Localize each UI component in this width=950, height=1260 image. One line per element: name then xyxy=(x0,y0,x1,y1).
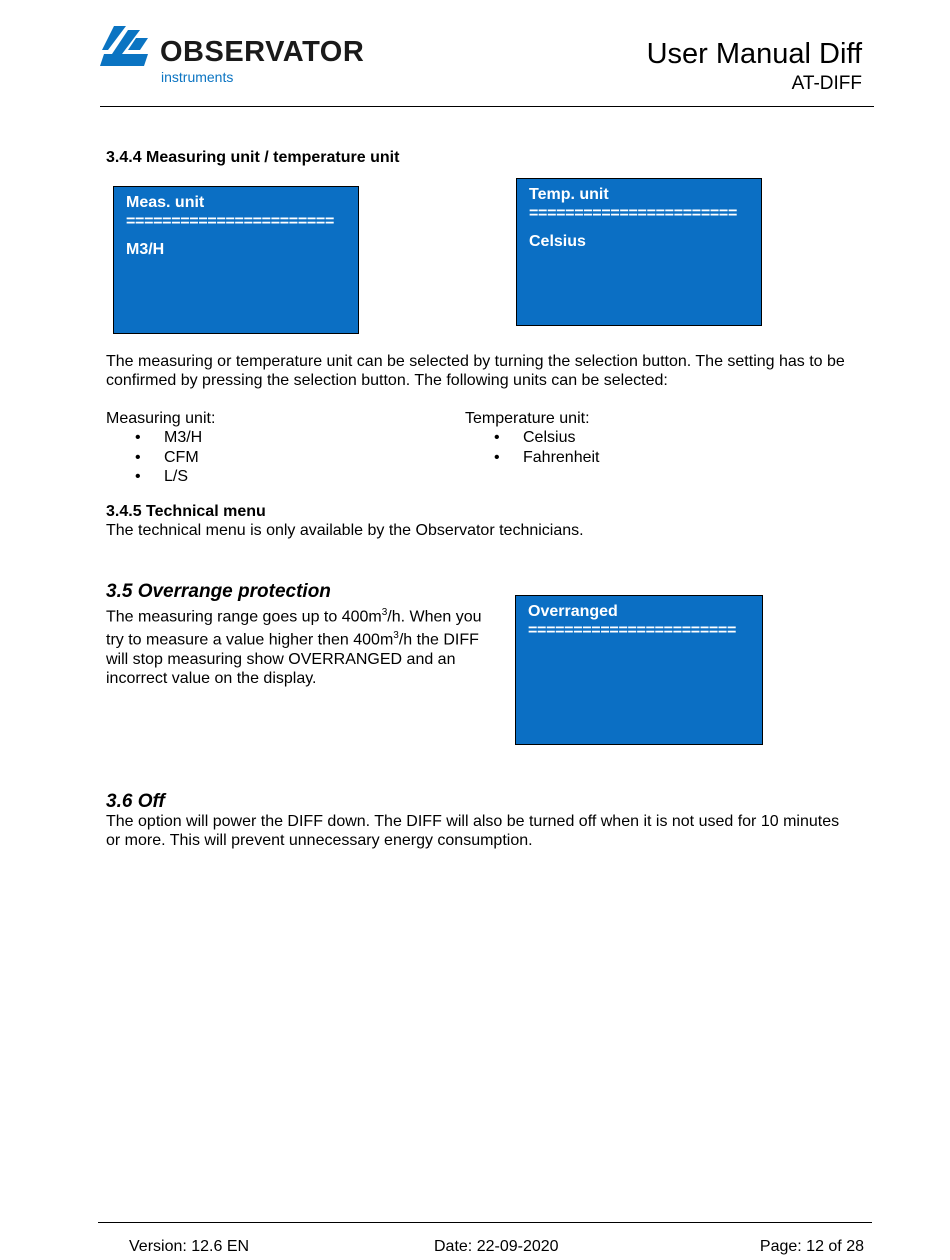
paragraph-line: confirmed by pressing the selection button. The following units can be selected: xyxy=(106,372,668,389)
text-fragment: /h the DIFF xyxy=(398,631,479,649)
logo-wordmark: OBSERVATOR xyxy=(160,36,365,68)
overrange-paragraph xyxy=(106,603,506,688)
paragraph-line: incorrect value on the display. xyxy=(106,669,317,687)
footer-version: Version: 12.6 EN xyxy=(129,1238,250,1255)
measuring-units-list xyxy=(106,428,215,487)
superscript: 3 xyxy=(393,630,399,642)
list-item: • Celsius xyxy=(465,428,600,448)
screen-title: Overranged xyxy=(528,603,618,620)
heading-3-6: 3.6 Off xyxy=(106,791,165,812)
heading-3-4-4: 3.4.4 Measuring unit / temperature unit xyxy=(106,149,400,166)
paragraph-line xyxy=(106,626,506,649)
text-fragment: /h. When you xyxy=(387,608,482,626)
list-item: • Fahrenheit xyxy=(465,448,600,468)
units-paragraph xyxy=(106,352,886,390)
temperature-units-block xyxy=(465,409,600,467)
superscript: 3 xyxy=(381,607,388,618)
screen-title: Meas. unit xyxy=(126,194,205,211)
footer-rule xyxy=(98,1222,872,1223)
document-subtitle: AT-DIFF xyxy=(791,73,862,94)
technical-menu-text: The technical menu is only available by the Observator technicians. xyxy=(106,522,584,539)
header-rule xyxy=(100,106,874,107)
paragraph-line: or more. This will prevent unnecessary energy consumption. xyxy=(106,832,533,849)
logo-subtext: instruments xyxy=(161,69,234,85)
screen-value: M3/H xyxy=(126,241,165,258)
screen-separator: ======================= xyxy=(528,622,737,639)
list-item: • CFM xyxy=(106,448,215,468)
measuring-units-block xyxy=(106,409,215,487)
list-item: • L/S xyxy=(106,467,215,487)
screen-separator: ======================= xyxy=(126,213,335,230)
heading-3-4-5: 3.4.5 Technical menu xyxy=(106,503,266,520)
temp-unit-screen xyxy=(516,178,762,326)
screen-separator: ======================= xyxy=(529,205,738,222)
document-title: User Manual Diff xyxy=(646,38,862,70)
temperature-units-list xyxy=(465,428,600,467)
off-paragraph xyxy=(106,812,839,850)
text-fragment: The measuring range goes up to 400m xyxy=(106,608,382,626)
screen-value: Celsius xyxy=(529,233,586,250)
observator-logo-icon xyxy=(100,24,156,74)
overranged-screen xyxy=(515,595,763,745)
heading-3-5: 3.5 Overrange protection xyxy=(106,581,331,602)
footer-date: Date: 22-09-2020 xyxy=(434,1238,559,1255)
list-item: • M3/H xyxy=(106,428,215,448)
paragraph-line: will stop measuring show OVERRANGED and an xyxy=(106,650,456,668)
paragraph-line: The option will power the DIFF down. The DIFF will also be turned off when it is not used for 10 minutes xyxy=(106,813,840,830)
text-fragment: try to measure a value higher then 400m xyxy=(106,631,394,649)
temperature-unit-label: Temperature unit: xyxy=(465,410,590,427)
measuring-unit-label: Measuring unit: xyxy=(106,410,216,427)
paragraph-line: The measuring or temperature unit can be selected by turning the selection button. The setting has to be xyxy=(106,353,845,370)
paragraph-line xyxy=(106,603,506,626)
footer-page: Page: 12 of 28 xyxy=(759,1238,864,1255)
screen-title: Temp. unit xyxy=(529,186,609,203)
meas-unit-screen xyxy=(113,186,359,334)
